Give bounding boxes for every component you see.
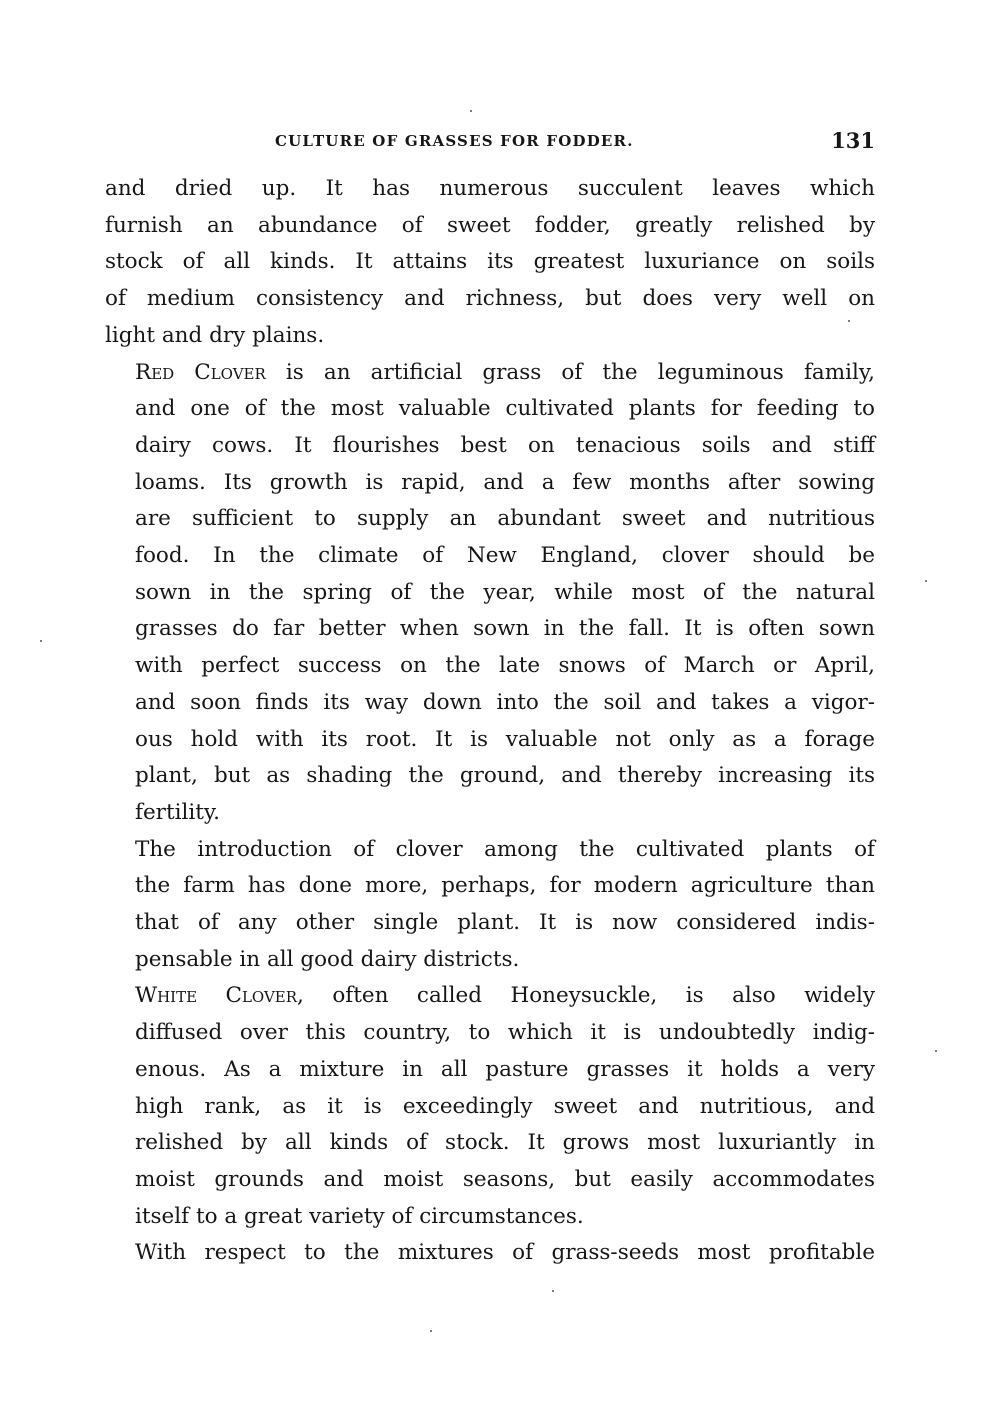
- body-text: [105, 171, 875, 1272]
- text-line: moist grounds and moist seasons, but easily accommodates: [135, 1166, 875, 1192]
- text-line: are sufficient to supply an abundant sweet and nutritious: [135, 506, 875, 532]
- scan-speck: [935, 1050, 937, 1052]
- text-line: pensable in all good dairy districts.: [135, 946, 520, 972]
- text-fragment: , often called Honeysuckle, is also widely: [297, 983, 875, 1009]
- text-line: loams. Its growth is rapid, and a few months after sowing: [135, 469, 875, 495]
- text-line: and one of the most valuable cultivated plants for feeding to: [135, 396, 875, 422]
- text-line: ous hold with its root. It is valuable not only as a forage: [135, 726, 875, 752]
- paragraph-1: [105, 171, 875, 355]
- paragraph-introduction-of-clover: [105, 832, 875, 979]
- term-red-clover: Red Clover: [135, 359, 266, 385]
- text-line-lead: [105, 978, 875, 1015]
- scan-speck: [552, 1290, 554, 1292]
- text-line: stock of all kinds. It attains its greatest luxuriance on soils: [105, 249, 875, 275]
- text-line: diffused over this country, to which it is undoubtedly indig-: [135, 1020, 875, 1046]
- text-line: high rank, as it is exceedingly sweet and nutritious, and: [135, 1093, 875, 1119]
- text-line: fertility.: [135, 799, 220, 825]
- text-line: and soon finds its way down into the soil and takes a vigor-: [135, 689, 875, 715]
- text-line: enous. As a mixture in all pasture grasses it holds a very: [135, 1056, 875, 1082]
- scan-speck: [40, 640, 42, 642]
- text-line: that of any other single plant. It is now considered indis-: [135, 910, 875, 936]
- text-fragment: is an artificial grass of the leguminous family,: [265, 359, 875, 385]
- page-number: 131: [831, 128, 875, 153]
- paragraph-red-clover: [105, 355, 875, 832]
- text-line: With respect to the mixtures of grass-seeds most profitable: [135, 1240, 875, 1266]
- term-white-clover: White Clover: [135, 983, 298, 1009]
- text-line: with perfect success on the late snows of March or April,: [135, 653, 875, 679]
- text-line: food. In the climate of New England, clover should be: [135, 543, 875, 569]
- text-line: grasses do far better when sown in the fall. It is often sown: [135, 616, 875, 642]
- scan-speck: [430, 1330, 432, 1332]
- text-line: sown in the spring of the year, while most of the natural: [135, 579, 875, 605]
- text-line: the farm has done more, perhaps, for modern agriculture than: [135, 873, 875, 899]
- text-line: furnish an abundance of sweet fodder, greatly relished by: [105, 212, 875, 238]
- text-line: plant, but as shading the ground, and thereby increasing its: [135, 763, 875, 789]
- running-head-title: CULTURE OF GRASSES FOR FODDER.: [275, 132, 634, 150]
- running-head: [105, 128, 875, 156]
- paragraph-grass-seed-mixtures: [105, 1235, 875, 1272]
- text-line: and dried up. It has numerous succulent leaves which: [105, 176, 875, 201]
- text-line: light and dry plains.: [105, 322, 325, 348]
- scan-speck: [925, 580, 927, 582]
- scan-speck: [848, 320, 850, 322]
- text-line: itself to a great variety of circumstances.: [135, 1203, 584, 1229]
- text-line: The introduction of clover among the cultivated plants of: [135, 836, 875, 862]
- scan-speck: [470, 110, 472, 112]
- text-line-lead: [105, 355, 875, 392]
- paragraph-white-clover: [105, 978, 875, 1235]
- text-line: of medium consistency and richness, but does very well on: [105, 286, 875, 312]
- text-line: dairy cows. It flourishes best on tenacious soils and stiff: [135, 432, 875, 458]
- text-line: relished by all kinds of stock. It grows most luxuriantly in: [135, 1130, 875, 1156]
